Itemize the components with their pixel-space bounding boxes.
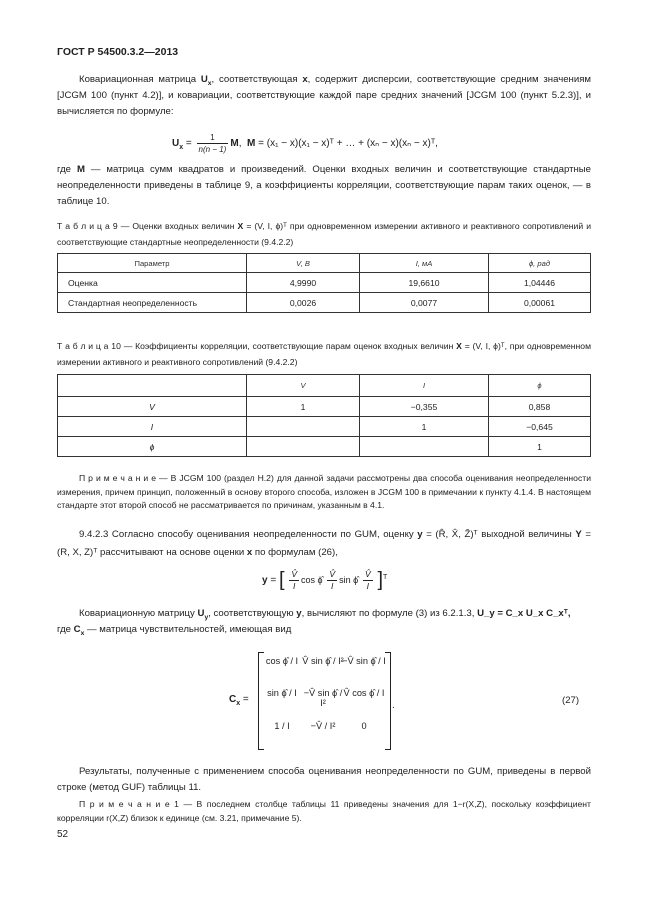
- table10-caption: Т а б л и ц а 10 — Коэффициенты корреляции, соответствующие парам оценок входных величин X = (V, I, ϕ)ᵀ, при одновременном измерении активного и реактивного сопротивлений (9.4.2.2): [57, 341, 591, 367]
- paragraph-sensitivity-matrix: где $C_x$ — матрица чувствительностей, имеющая вид: [57, 624, 292, 637]
- matrix-cell: −V̂ / I²: [310, 721, 336, 731]
- matrix-right-bracket: [385, 652, 391, 750]
- matrix-cell: −V̂ sin ϕ̂ / I²: [303, 688, 343, 708]
- matrix-cell: V̂ sin ϕ̂ / I²: [302, 656, 344, 666]
- matrix-cell: 0: [361, 721, 367, 731]
- table-row: V 1 −0,355 0,858: [58, 397, 591, 417]
- paragraph-9-4-2-3: 9.4.2.3 Согласно способу оценивания неопределенности по GUM, оценку y = (R̂, X̂, Ẑ)ᵀ выходной величины Y = (R, X, Z)ᵀ рассчитывают на основе оценки x по формулам (26),: [57, 529, 591, 558]
- table-row: Стандартная неопределенность 0,0026 0,0077 0,00061: [58, 293, 591, 313]
- matrix-cell: sin ϕ̂ / I: [267, 688, 297, 698]
- table9-caption: Т а б л и ц а 9 — Оценки входных величин X = (V, I, ϕ)ᵀ при одновременном измерении активного и реактивного сопротивлений и соответствующие стандартные неопределенности (9.4.2.2): [57, 221, 591, 247]
- paragraph-covariance-intro: Ковариационная матрица $U_x$, соответствующая x, содержит дисперсии, соответствующие средним значениям [JCGM 100 (пункт 4.2)], и ковариации, соответствующие каждой паре средних значений [JCGM 100 (пункт 5.2.3)], и вычисляется по формуле:: [57, 74, 591, 117]
- page-number: 52: [57, 829, 69, 840]
- formula-number: (27): [562, 695, 580, 706]
- table-row: I 1 −0,645: [58, 417, 591, 437]
- table9: [57, 253, 591, 313]
- paragraph-matrix-m: где M — матрица сумм квадратов и произведений. Оценки входных величин и соответствующие стандартные неопределенности приведены в таблице 9, а коэффициенты корреляции, соответствующие парам таких оценок, — в таблице 10.: [57, 164, 591, 207]
- matrix-cell: 1 / I: [274, 721, 290, 731]
- matrix-cell: cos ϕ̂ / I: [265, 656, 299, 666]
- paragraph-covariance-uy: Ковариационную матрицу $U_y$, соответствующую y, вычисляют по формуле (3) из 6.2.1.3, U_y = C_x U_x C_xᵀ,: [79, 608, 571, 621]
- note-correlation: П р и м е ч а н и е 1 — В последнем столбце таблицы 11 приведены значения для 1−r(X,Z), поскольку коэффициент корреляции r(X,Z) близок к единице (см. 3.21, примечание 5).: [57, 799, 591, 823]
- matrix-cell: V̂ cos ϕ̂ / I: [343, 688, 385, 698]
- formula-output-estimate: y = [ $\frac{V̂}{I}$ cos ϕ̂ $\frac{V̂}{I}$ sin ϕ̂ $\frac{V̂}{I}$ ]$^T$: [262, 569, 388, 591]
- table-row: Оценка 4,9990 19,6610 1,04446: [58, 273, 591, 293]
- formula-covariance: $U_x$ = $\frac{1}{n(n - 1)}$ M, M = (x₁ − x)(x₁ − x)ᵀ + … + (xₙ − x)(xₙ − x)ᵀ,: [172, 133, 438, 154]
- matrix-cell: −V̂ sin ϕ̂ / I: [342, 656, 386, 666]
- paragraph-gum-results: Результаты, полученные с применением способа оценивания неопределенности по GUM, приведены в первой строке (метод GUF) таблицы 11.: [57, 766, 591, 793]
- matrix-lhs: $C_x$ =: [229, 694, 249, 707]
- note-gum-methods: П р и м е ч а н и е — В JCGM 100 (раздел H.2) для данной задачи рассмотрены два способа оценивания неопределенности измерения, причем принцип, положенный в основу второго способа, изложен в JCGM 100 в примечании к пункту 4.1.4. В настоящем стандарте этот второй способ не рассматривается по причинам, указанным в 4.1.: [57, 473, 591, 510]
- table-header-row: V I ϕ: [58, 375, 591, 397]
- document-header: ГОСТ Р 54500.3.2—2013: [57, 46, 179, 58]
- table-header-row: Параметр V, В I, мА ϕ, рад: [58, 254, 591, 273]
- fraction: $\frac{1}{n(n - 1)}$: [198, 133, 227, 154]
- table10: [57, 374, 591, 457]
- table-row: ϕ 1: [58, 437, 591, 457]
- matrix-left-bracket: [258, 652, 264, 750]
